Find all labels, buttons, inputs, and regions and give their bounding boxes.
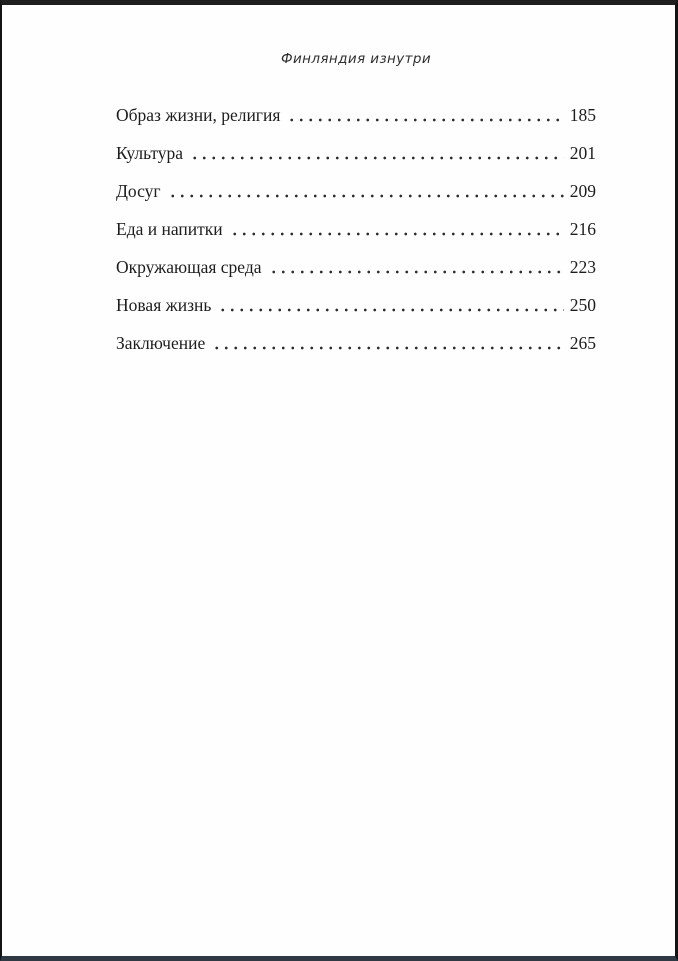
toc-page-number: 216 <box>569 219 596 239</box>
leader-dots <box>230 231 564 236</box>
leader-dots <box>212 345 564 350</box>
page-content <box>2 51 675 354</box>
running-header: Финляндия изнутри <box>280 51 432 67</box>
toc-row <box>116 240 596 278</box>
toc-page-number: 250 <box>569 295 596 315</box>
leader-dots <box>190 155 564 160</box>
toc-page-number: 185 <box>569 105 596 125</box>
toc-entry-title: Досуг <box>116 181 161 201</box>
leader-dots <box>269 269 564 274</box>
toc-entry-title: Новая жизнь <box>116 295 212 315</box>
toc-row <box>116 278 596 316</box>
toc-row <box>116 126 596 164</box>
table-of-contents <box>116 88 596 354</box>
toc-entry-title: Заключение <box>116 333 206 353</box>
toc-row <box>116 164 596 202</box>
toc-page-number: 209 <box>569 181 596 201</box>
leader-dots <box>218 307 563 312</box>
toc-row <box>116 88 596 126</box>
toc-entry-title: Образ жизни, религия <box>116 105 281 125</box>
toc-row <box>116 202 596 240</box>
leader-dots <box>168 193 564 198</box>
leader-dots <box>287 117 563 122</box>
toc-entry-title: Культура <box>116 143 184 163</box>
toc-page-number: 223 <box>569 257 596 277</box>
toc-entry-title: Окружающая среда <box>116 257 262 277</box>
toc-row <box>116 316 596 354</box>
toc-entry-title: Еда и напитки <box>116 219 223 239</box>
toc-page-number: 201 <box>569 143 596 163</box>
toc-page-number: 265 <box>569 333 596 353</box>
